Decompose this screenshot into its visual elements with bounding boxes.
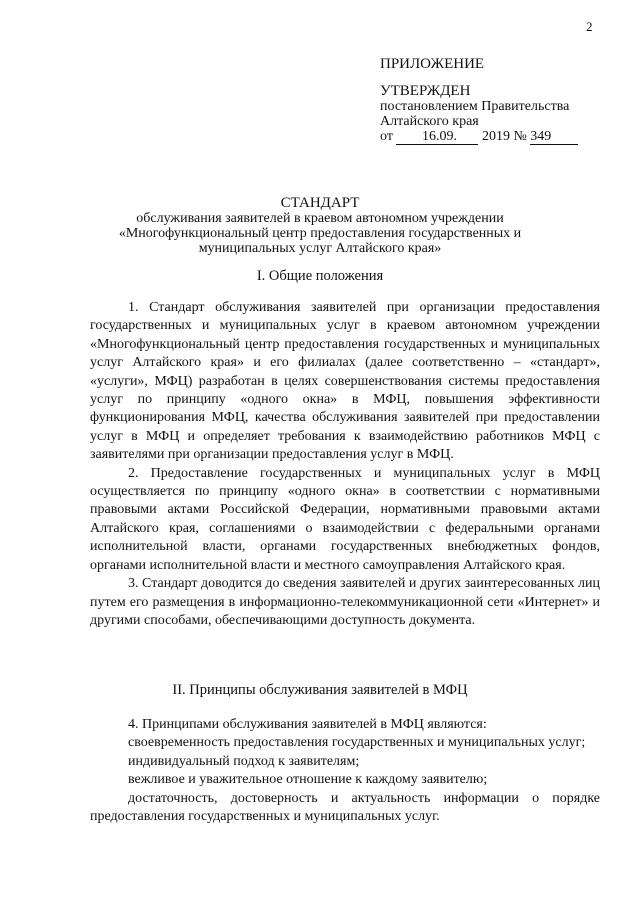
appendix-label: ПРИЛОЖЕНИЕ — [380, 56, 485, 72]
paragraph: вежливое и уважительное отношение к каждому заявителю; — [128, 772, 488, 788]
paragraph: своевременность предоставления государственных и муниципальных услуг; — [128, 735, 586, 751]
section-title: I. Общие положения — [256, 268, 384, 284]
approval-block — [380, 57, 615, 145]
section-title: II. Принципы обслуживания заявителей в МФЦ — [172, 682, 468, 698]
approved-label: УТВЕРЖДЕН — [380, 83, 471, 99]
standard-title: СТАНДАРТ — [280, 195, 360, 211]
approval-date-line — [380, 129, 615, 145]
subtitle-line-3: муниципальных услуг Алтайского края» — [198, 241, 442, 256]
page-number: 2 — [586, 19, 593, 34]
section-body — [90, 716, 600, 826]
paragraph: 2. Предоставление государственных и муниципальных услуг в МФЦ осуществляется по принципу «одного окна» в соответствии с нормативными правовыми актами Российской Федерации, нормативными правовыми актами Алтайского края, соглашениями о взаимодействии с федеральными органами исполнительной власти, органами государственных внебюджетных фондов, органами исполнительной власти и местного самоуправления Алтайского края. — [90, 465, 600, 573]
standard-subtitle — [0, 211, 640, 256]
subtitle-line-2: «Многофункциональный центр предоставления государственных и — [118, 226, 522, 241]
approval-year: 2019 № — [481, 129, 527, 144]
paragraph: 3. Стандарт доводится до сведения заявителей и других заинтересованных лиц путем его размещения в информационно-телекоммуникационной сети «Интернет» и другими способами, обеспечивающими доступность документа. — [90, 576, 600, 628]
subtitle-line-1: обслуживания заявителей в краевом автономном учреждении — [136, 211, 504, 226]
approval-date: 16.09. — [396, 129, 478, 145]
section-body — [90, 299, 600, 630]
paragraph: 4. Принципами обслуживания заявителей в МФЦ являются: — [128, 717, 487, 732]
paragraph: достаточность, достоверность и актуальность информации о порядке предоставления государственных и муниципальных услуг. — [90, 790, 600, 825]
paragraph: 1. Стандарт обслуживания заявителей при организации предоставления государственных и муниципальных услуг в краевом автономном учреждении «Многофункциональный центр предоставления государственных и муниципальных услуг Алтайского края» и его филиалах (далее соответственно – «стандарт», «услуги», МФЦ) разработан в целях совершенствования системы предоставления услуг по принципу «одного окна» в МФЦ, повышения эффективности функционирования МФЦ, качества обслуживания заявителей при предоставлении услуг в МФЦ и определяет требования к взаимодействию работников МФЦ с заявителями при организации предоставления услуг в МФЦ. — [90, 300, 600, 463]
from-prefix: от — [380, 129, 393, 144]
paragraph: индивидуальный подход к заявителям; — [128, 753, 360, 769]
approval-region-line: Алтайского края — [380, 114, 479, 129]
approval-resolution-line: постановлением Правительства — [380, 99, 570, 114]
approval-number: 349 — [530, 129, 578, 145]
